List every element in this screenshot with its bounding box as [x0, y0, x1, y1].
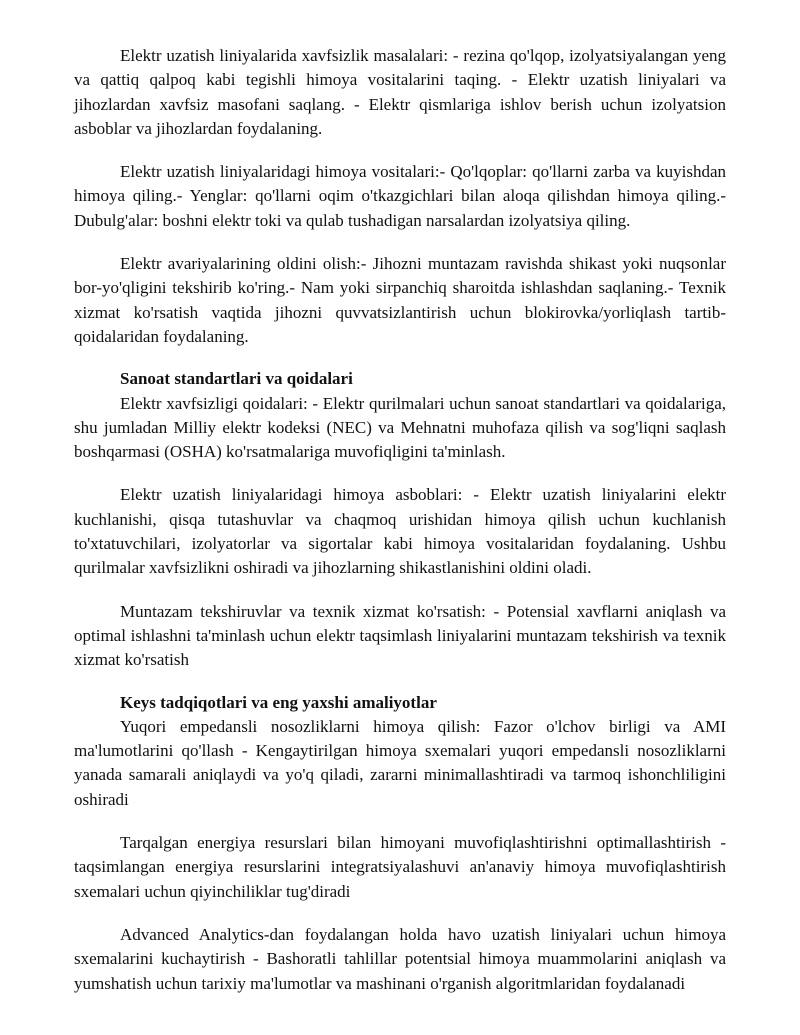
document-page [74, 44, 726, 996]
paragraph-protective-equipment: Elektr uzatish liniyalaridagi himoya vositalari:- Qo'lqoplar: qo'llarni zarba va kuyishdan himoya qiling.- Yenglar: qo'llarni oqim o'tkazgichlari bilan aloqa qilishdan himoya qiling.- Dubulg'alar: boshni elektr toki va qulab tushadigan narsalardan izolyatsiya qiling. [74, 162, 726, 230]
paragraph-protective-devices: Elektr uzatish liniyalaridagi himoya asboblari: - Elektr uzatish liniyalarini elektr kuchlanishi, qisqa tutashuvlar va chaqmoq urishidan himoya qilish uchun kuchlanish to'xtatuvchilari, izolyatorlar va sigortalar kabi himoya vositalaridan foydalaning. Ushbu qurilmalar xavfsizlikni oshiradi va jihozlarning shikastlanishini oldini oladi. [74, 485, 726, 578]
paragraph-electrical-safety-rules: Elektr xavfsizligi qoidalari: - Elektr qurilmalari uchun sanoat standartlari va qoidalariga, shu jumladan Milliy elektr kodeksi (NEC) va Mehnatni muhofaza qilish va sog'liqni saqlash boshqarmasi (OSHA) ko'rsatmalariga muvofiqligini ta'minlash. [74, 393, 726, 462]
paragraph-safety-issues: Elektr uzatish liniyalarida xavfsizlik masalalari: - rezina qo'lqop, izolyatsiyalangan yeng va qattiq qalpoq kabi tegishli himoya vositalarini taqing. - Elektr uzatish liniyalari va jihozlardan xavfsiz masofani saqlang. - Elektr qismlariga ishlov berish uchun izolyatsion asboblar va jihozlardan foydalaning. [74, 46, 726, 138]
section-heading-case-studies: Keys tadqiqotlari va eng yaxshi amaliyotlar [120, 692, 437, 712]
paragraph-inspections-maintenance: Muntazam tekshiruvlar va texnik xizmat ko'rsatish: - Potensial xavflarni aniqlash va optimal ishlashni ta'minlash uchun elektr taqsimlash liniyalarini muntazam tekshirish va texnik xizmat ko'rsatish [74, 601, 726, 670]
paragraph-accident-prevention: Elektr avariyalarining oldini olish:- Jihozni muntazam ravishda shikast yoki nuqsonlar bor-yo'qligini tekshirib ko'ring.- Nam yoki sirpanchiq sharoitda ishlashdan saqlaning.- Texnik xizmat ko'rsatish vaqtida jihozni quvvatsizlantirish uchun blokirovka/yorliqlash tartib-qoidalaridan foydalaning. [74, 254, 726, 346]
section-heading-standards: Sanoat standartlari va qoidalari [120, 369, 353, 389]
paragraph-high-impedance-faults: Yuqori empedansli nosozliklarni himoya qilish: Fazor o'lchov birligi va AMI ma'lumotlarini qo'llash - Kengaytirilgan himoya sxemalari yuqori empedansli nosozliklarni yanada samarali aniqlaydi va yo'q qiladi, zararni minimallashtiradi va tarmoq ishonchliligini oshiradi [74, 716, 726, 809]
paragraph-advanced-analytics: Advanced Analytics-dan foydalangan holda havo uzatish liniyalari uchun himoya sxemalarini kuchaytirish - Bashoratli tahlillar potentsial himoya muammolarini aniqlash va yumshatish uchun tarixiy ma'lumotlar va mashinani o'rganish algoritmlaridan foydalanadi [74, 924, 726, 993]
paragraph-distributed-resources: Tarqalgan energiya resurslari bilan himoyani muvofiqlashtirishni optimallashtirish - taqsimlangan energiya resurslarini integratsiyalashuvi an'anaviy himoya muvofiqlashtirish sxemalari uchun qiyinchiliklar tug'diradi [74, 833, 726, 901]
